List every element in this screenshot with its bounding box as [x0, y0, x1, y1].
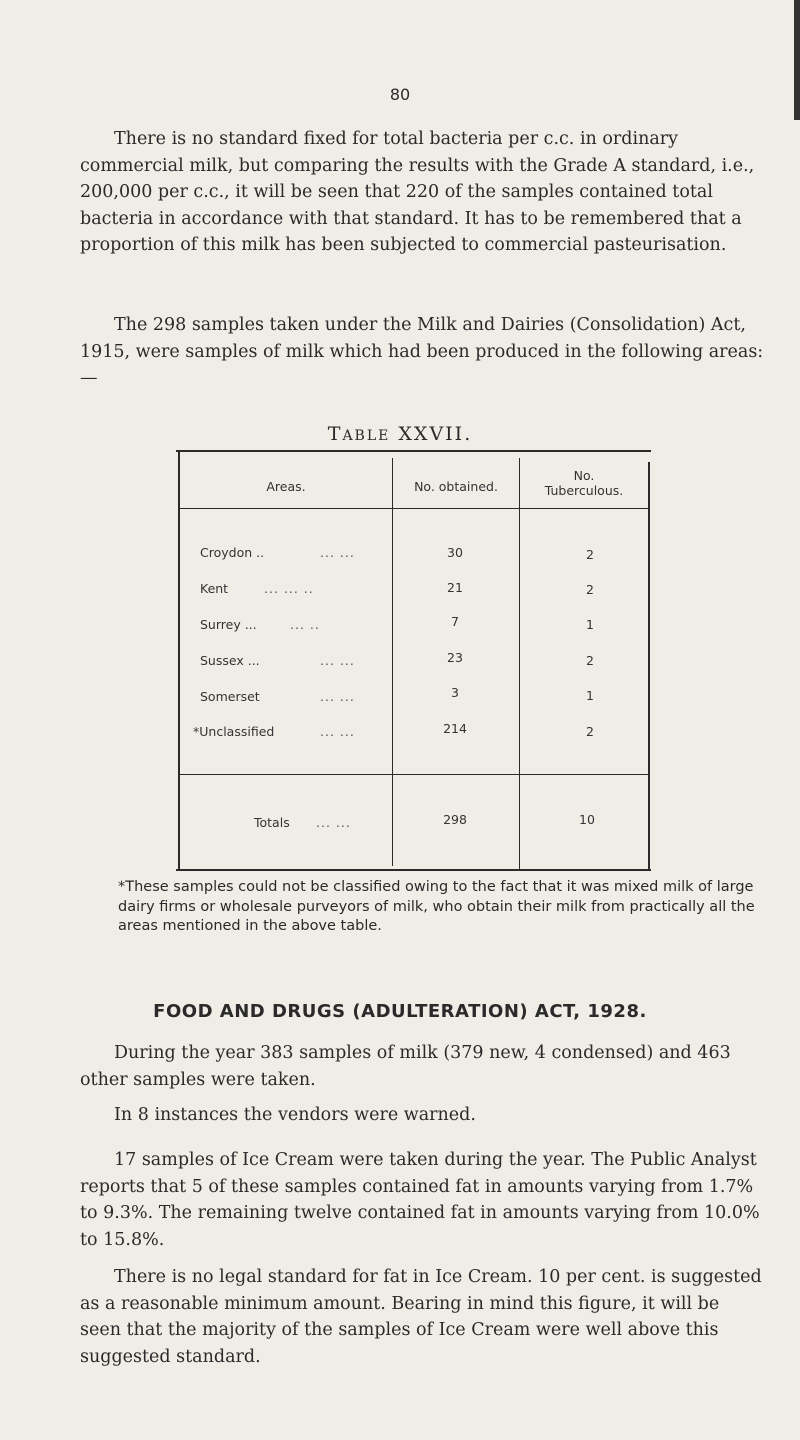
row-leader-dots: ... ...: [320, 653, 355, 668]
totals-obtained-value: 298: [443, 812, 467, 827]
row-obtained-value: 214: [443, 721, 467, 736]
table-col-divider-2: [519, 458, 520, 870]
paragraph-vendors-warned: In 8 instances the vendors were warned.: [114, 1105, 476, 1125]
row-area-label: Surrey ...: [200, 617, 257, 632]
row-obtained-value: 3: [451, 685, 459, 700]
row-tuberculous-value: 2: [586, 653, 594, 668]
paragraph-bacteria-standard: There is no standard fixed for total bacteria per c.c. in ordinary commercial milk, but comparing the results with the Grade A standard, i.e., 200,000 per c.c., it will be seen that 220 of the samples contained total bacteria in accordance with that standard. It has to be remembered that a proportion of this milk has been subjected to commercial pasteurisation.: [80, 129, 755, 255]
row-leader-dots: ... ...: [320, 545, 355, 560]
table-caption-initial: T: [327, 423, 343, 445]
table-caption-smallcaps: ABLE: [342, 428, 391, 444]
row-tuberculous-value: 2: [586, 582, 594, 597]
table-caption-numeral: XXVII.: [398, 423, 473, 445]
table-totals-rule: [180, 774, 648, 775]
row-tuberculous-value: 1: [586, 688, 594, 703]
row-tuberculous-value: 2: [586, 547, 594, 562]
row-leader-dots: ... ..: [290, 617, 320, 632]
totals-leader-dots: ... ...: [316, 815, 351, 830]
header-no-tuberculous-line1: No.: [573, 468, 595, 483]
page-number: 80: [389, 85, 411, 104]
header-no-obtained: No. obtained.: [414, 479, 498, 494]
paragraph-ice-cream-samples: 17 samples of Ice Cream were taken during the year. The Public Analyst reports that 5 of these samples contained fat in amounts varying from 1.7% to 9.3%. The remaining twelve contained fat in amounts varying from 10.0% to 15.8%.: [80, 1150, 760, 1250]
table-bottom-rule: [176, 869, 651, 871]
table-footnote: *These samples could not be classified owing to the fact that it was mixed milk of large dairy firms or wholesale purveyors of milk, who obtain their milk from practically all the areas mentioned in the above table.: [118, 879, 755, 934]
row-area-label: Kent: [200, 581, 229, 596]
table-left-rule: [178, 452, 180, 870]
table-top-rule: [176, 450, 651, 452]
row-obtained-value: 21: [447, 580, 463, 595]
row-tuberculous-value: 2: [586, 724, 594, 739]
section-heading: FOOD AND DRUGS (ADULTERATION) ACT, 1928.: [153, 1001, 647, 1022]
table-col-divider-1: [392, 458, 393, 866]
header-no-tuberculous-line2: Tuberculous.: [544, 483, 624, 498]
paragraph-samples-taken: During the year 383 samples of milk (379 new, 4 condensed) and 463 other samples were taken.: [80, 1043, 731, 1090]
row-obtained-value: 23: [447, 650, 463, 665]
paragraph-samples-areas: The 298 samples taken under the Milk and Dairies (Consolidation) Act, 1915, were samples of milk which had been produced in the following areas:—: [80, 315, 764, 388]
header-areas: Areas.: [266, 479, 306, 494]
row-area-label: Somerset: [200, 689, 260, 704]
row-obtained-value: 30: [447, 545, 463, 560]
row-leader-dots: ... ...: [320, 689, 355, 704]
totals-label: Totals: [254, 815, 290, 830]
totals-tuberculous-value: 10: [579, 812, 595, 827]
table-header-rule: [180, 508, 648, 509]
row-area-label: *Unclassified: [193, 724, 275, 739]
paragraph-ice-cream-standard: There is no legal standard for fat in Ice Cream. 10 per cent. is suggested as a reasonable minimum amount. Bearing in mind this figure, it will be seen that the majority of the samples of Ice Cream were well above this suggested standard.: [80, 1267, 762, 1367]
row-leader-dots: ... ...: [320, 724, 355, 739]
row-obtained-value: 7: [451, 614, 459, 629]
table-right-rule: [648, 462, 650, 870]
row-tuberculous-value: 1: [586, 617, 594, 632]
row-area-label: Croydon ..: [200, 545, 265, 560]
row-leader-dots: ... ... ..: [264, 581, 314, 596]
row-area-label: Sussex ...: [200, 653, 260, 668]
